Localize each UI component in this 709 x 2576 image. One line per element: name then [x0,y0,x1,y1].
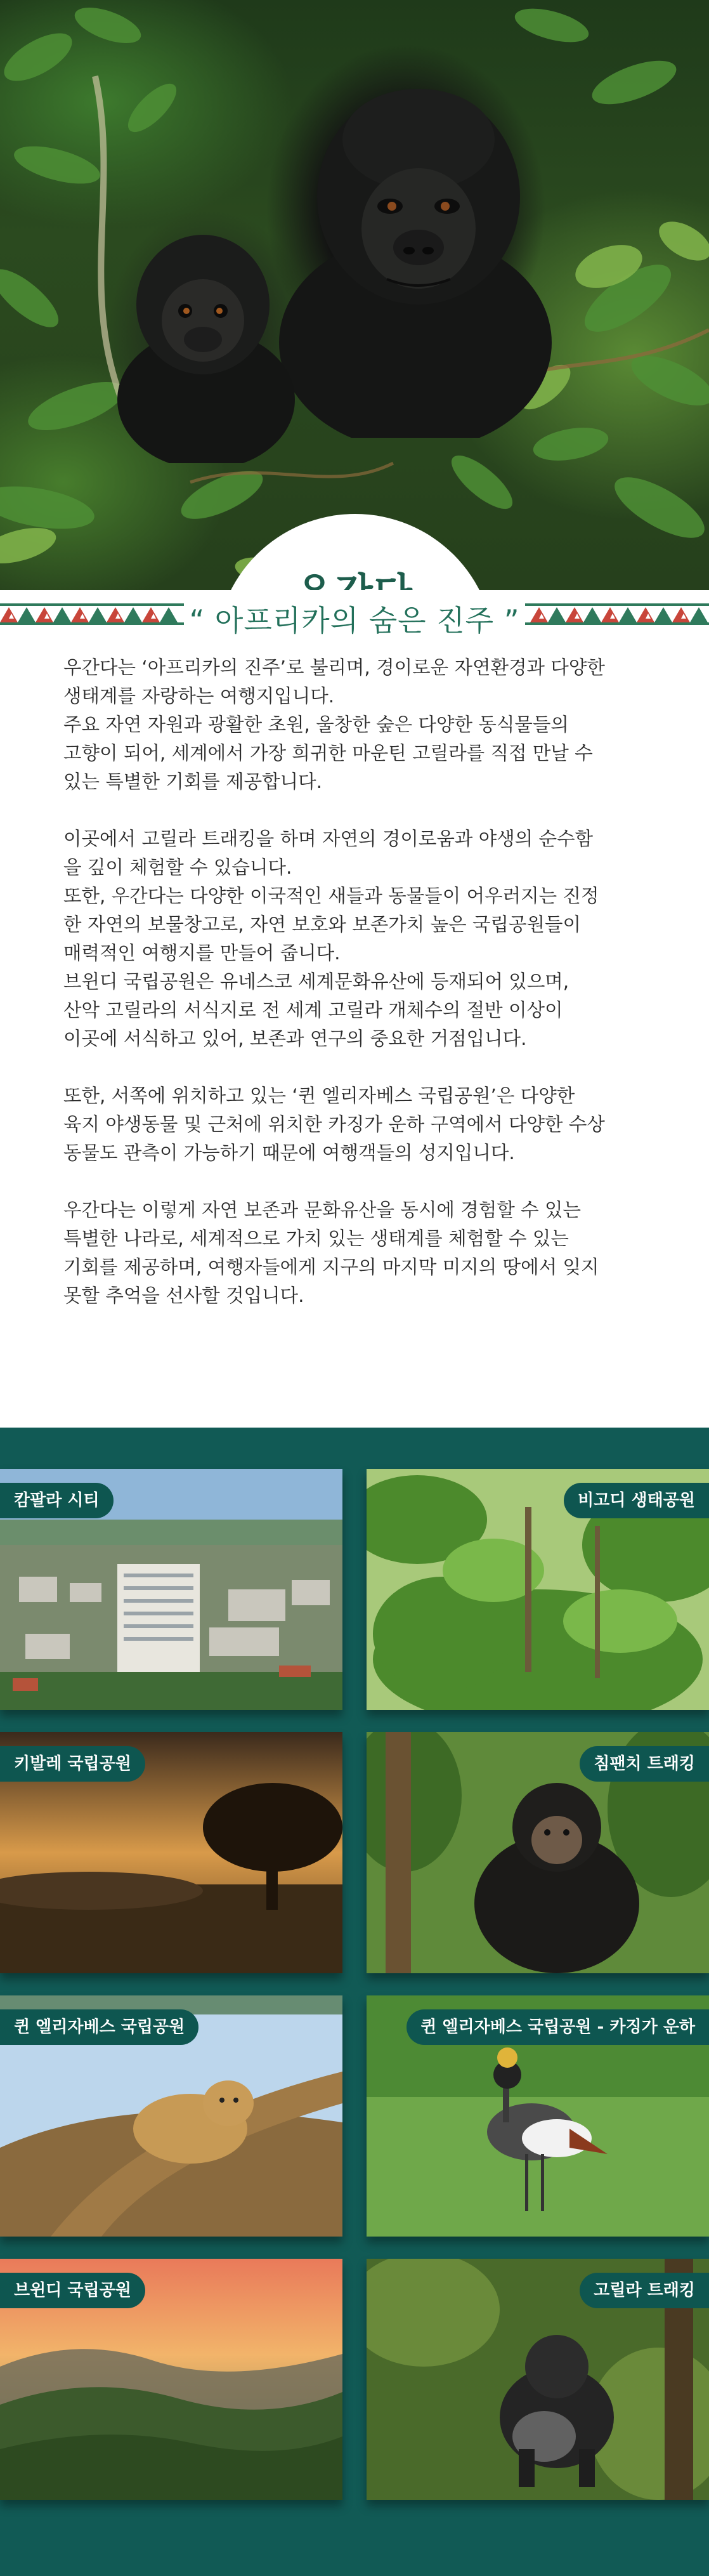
text-line: 육지 야생동물 및 근처에 위치한 카징가 운하 구역에서 다양한 수상 [63,1114,605,1135]
text-line: 이곳에서 고릴라 트래킹을 하며 자연의 경이로움과 야생의 순수함 [63,828,594,850]
text-line: 한 자연의 보물창고로, 자연 보호와 보존가치 높은 국립공원들이 [63,914,581,935]
adult-gorilla-illustration [279,70,552,438]
text-line: 매력적인 여행지를 만들어 줍니다. [63,942,341,964]
tile-bwindi-national-park[interactable] [0,2259,342,2500]
tile-kampala-city[interactable] [0,1469,342,1710]
tile-label: 캄팔라 시티 [0,1483,114,1518]
text-line: 동물도 관측이 가능하기 때문에 여행객들의 성지입니다. [63,1142,515,1164]
text-line: 우간다는 이렇게 자연 보존과 문화유산을 동시에 경험할 수 있는 [63,1199,581,1221]
text-line: 생태계를 자랑하는 여행지입니다. [63,685,335,707]
tile-label: 퀸 엘리자베스 국립공원 [0,2009,198,2045]
text-line: 주요 자연 자원과 광활한 초원, 울창한 숲은 다양한 동식물들의 [63,714,569,735]
text-line: 고향이 되어, 세계에서 가장 희귀한 마운틴 고릴라를 직접 만날 수 [63,742,593,764]
tile-bigodi-eco-park[interactable] [367,1469,709,1710]
tile-label: 비고디 생태공원 [564,1483,709,1518]
text-line: 산악 고릴라의 서식지로 전 세계 고릴라 개체수의 절반 이상이 [63,999,563,1021]
text-line: 을 깊이 체험할 수 있습니다. [63,857,292,878]
text-line: 우간다는 ‘아프리카의 진주’로 불리며, 경이로운 자연환경과 다양한 [63,657,605,678]
tile-chimpanzee-trekking[interactable] [367,1732,709,1973]
intro-paragraph [63,654,646,796]
text-line: 특별한 나라로, 세계적으로 가치 있는 생태계를 체험할 수 있는 [63,1228,569,1249]
tile-label: 고릴라 트래킹 [580,2273,709,2308]
destination-gallery [0,1428,709,2576]
tile-kibale-national-park[interactable] [0,1732,342,1973]
tile-label: 브윈디 국립공원 [0,2273,145,2308]
tile-label: 키발레 국립공원 [0,1746,145,1782]
tribal-pattern-right [525,603,709,625]
text-line: 못할 추억을 선사할 것입니다. [63,1285,304,1306]
intro-text [63,654,646,1339]
page-subtitle: “ 아프리카의 숨은 진주 ” [189,603,520,638]
tile-gorilla-trekking[interactable] [367,2259,709,2500]
tile-label: 퀸 엘리자베스 국립공원 - 카징가 운하 [407,2009,709,2045]
text-line: 기회를 제공하며, 여행자들에게 지구의 마지막 미지의 땅에서 잊지 [63,1256,599,1278]
text-line: 또한, 서쪽에 위치하고 있는 ‘퀸 엘리자베스 국립공원’은 다양한 [63,1085,575,1107]
text-line: 있는 특별한 기회를 제공합니다. [63,771,322,792]
baby-gorilla-illustration [114,209,298,463]
hero-image [0,0,709,590]
intro-paragraph [63,825,646,1053]
tile-kazinga-channel[interactable] [367,1995,709,2237]
intro-paragraph [63,1196,646,1310]
tile-queen-elizabeth-national-park[interactable] [0,1995,342,2237]
tile-label: 침팬치 트래킹 [580,1746,709,1782]
text-line: 브윈디 국립공원은 유네스코 세계문화유산에 등재되어 있으며, [63,971,569,992]
intro-paragraph [63,1082,646,1167]
text-line: 이곳에 서식하고 있어, 보존과 연구의 중요한 거점입니다. [63,1028,527,1049]
text-line: 또한, 우간다는 다양한 이국적인 새들과 동물들이 어우러지는 진정 [63,885,599,907]
